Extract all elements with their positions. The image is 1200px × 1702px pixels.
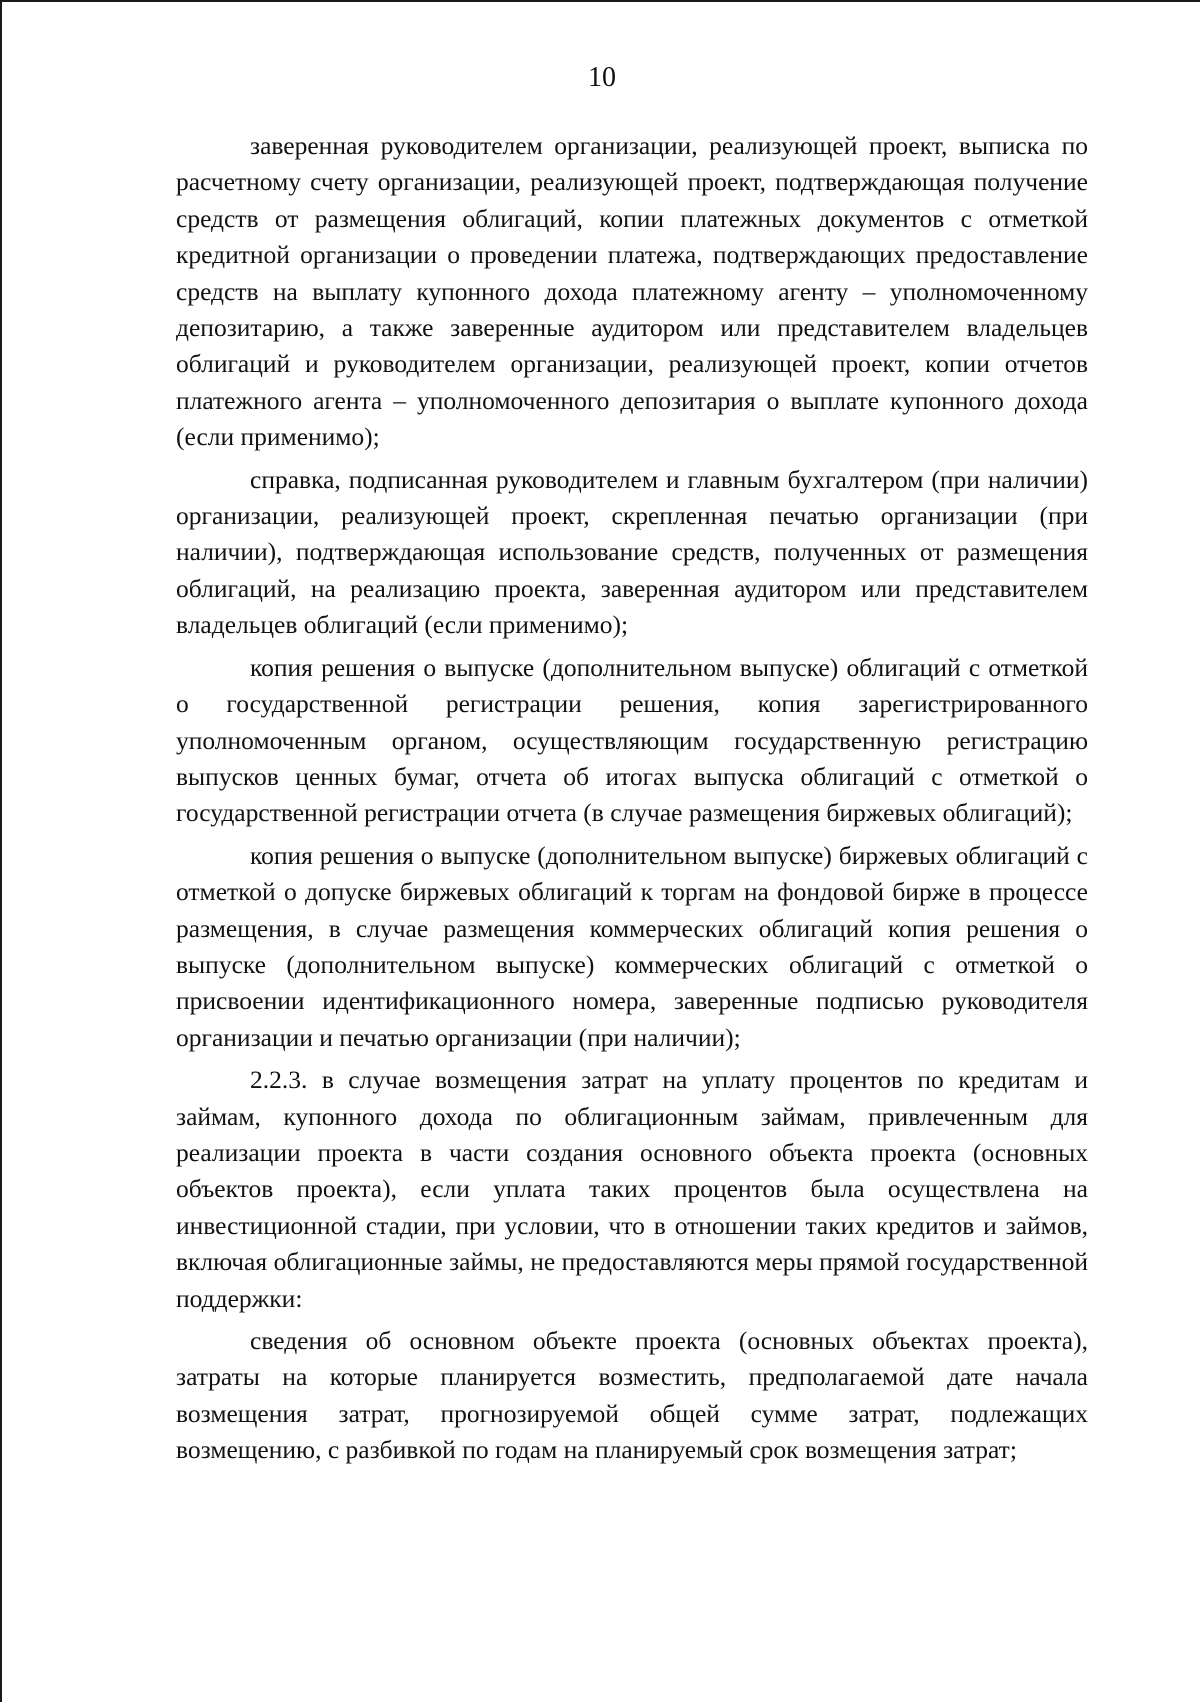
document-body — [176, 128, 1088, 1469]
paragraph-main-object-info: сведения об основном объекте проекта (основных объектах проекта), затраты на которые планируется возместить, предполагаемой дате начала возмещения затрат, прогнозируемой общей сумме затрат, подлежащих возмещению, с разбивкой по годам на планируемый срок возмещения затрат; — [176, 1326, 1088, 1465]
paragraph-exchange-bonds-decision-copy: копия решения о выпуске (дополнительном выпуске) биржевых облигаций с отметкой о допуске биржевых облигаций к торгам на фондовой бирже в процессе размещения, в случае размещения коммерческих облигаций копия решения о выпуске (дополнительном выпуске) коммерческих облигаций с отметкой о присвоении идентификационного номера, заверенные подписью руководителя организации и печатью организации (при наличии); — [176, 840, 1088, 1052]
paragraph-bank-statement: заверенная руководителем организации, реализующей проект, выписка по расчетному счету организации, реализующей проект, подтверждающая получение средств от размещения облигаций, копии платежных документов с отметкой кредитной организации о проведении платежа, подтверждающих предоставление средств на выплату купонного дохода платежному агенту – уполномоченному депозитарию, а также заверенные аудитором или представителем владельцев облигаций и руководителем организации, реализующей проект, копии отчетов платежного агента – уполномоченного депозитария о выплате купонного дохода (если применимо); — [176, 131, 1088, 452]
page-number: 10 — [588, 62, 616, 93]
paragraph-certificate-of-use: справка, подписанная руководителем и главным бухгалтером (при наличии) организации, реализующей проект, скрепленная печатью организации (при наличии), подтверждающая использование средств, полученных от размещения облигаций, на реализацию проекта, заверенная аудитором или представителем владельцев облигаций (если применимо); — [176, 464, 1088, 640]
paragraph-bond-issue-decision-copy: копия решения о выпуске (дополнительном выпуске) облигаций с отметкой о государственной регистрации решения, копия зарегистрированного уполномоченным органом, осуществляющим государственную регистрацию выпусков ценных бумаг, отчета об итогах выпуска облигаций с отметкой о государственной регистрации отчета (в случае размещения биржевых облигаций); — [176, 652, 1088, 828]
paragraph-section-2-2-3: 2.2.3. в случае возмещения затрат на уплату процентов по кредитам и займам, купонного дохода по облигационным займам, привлеченным для реализации проекта в части создания основного объекта проекта (основных объектов проекта), если уплата таких процентов была осуществлена на инвестиционной стадии, при условии, что в отношении таких кредитов и займов, включая облигационные займы, не предоставляются меры прямой государственной поддержки: — [176, 1065, 1088, 1313]
